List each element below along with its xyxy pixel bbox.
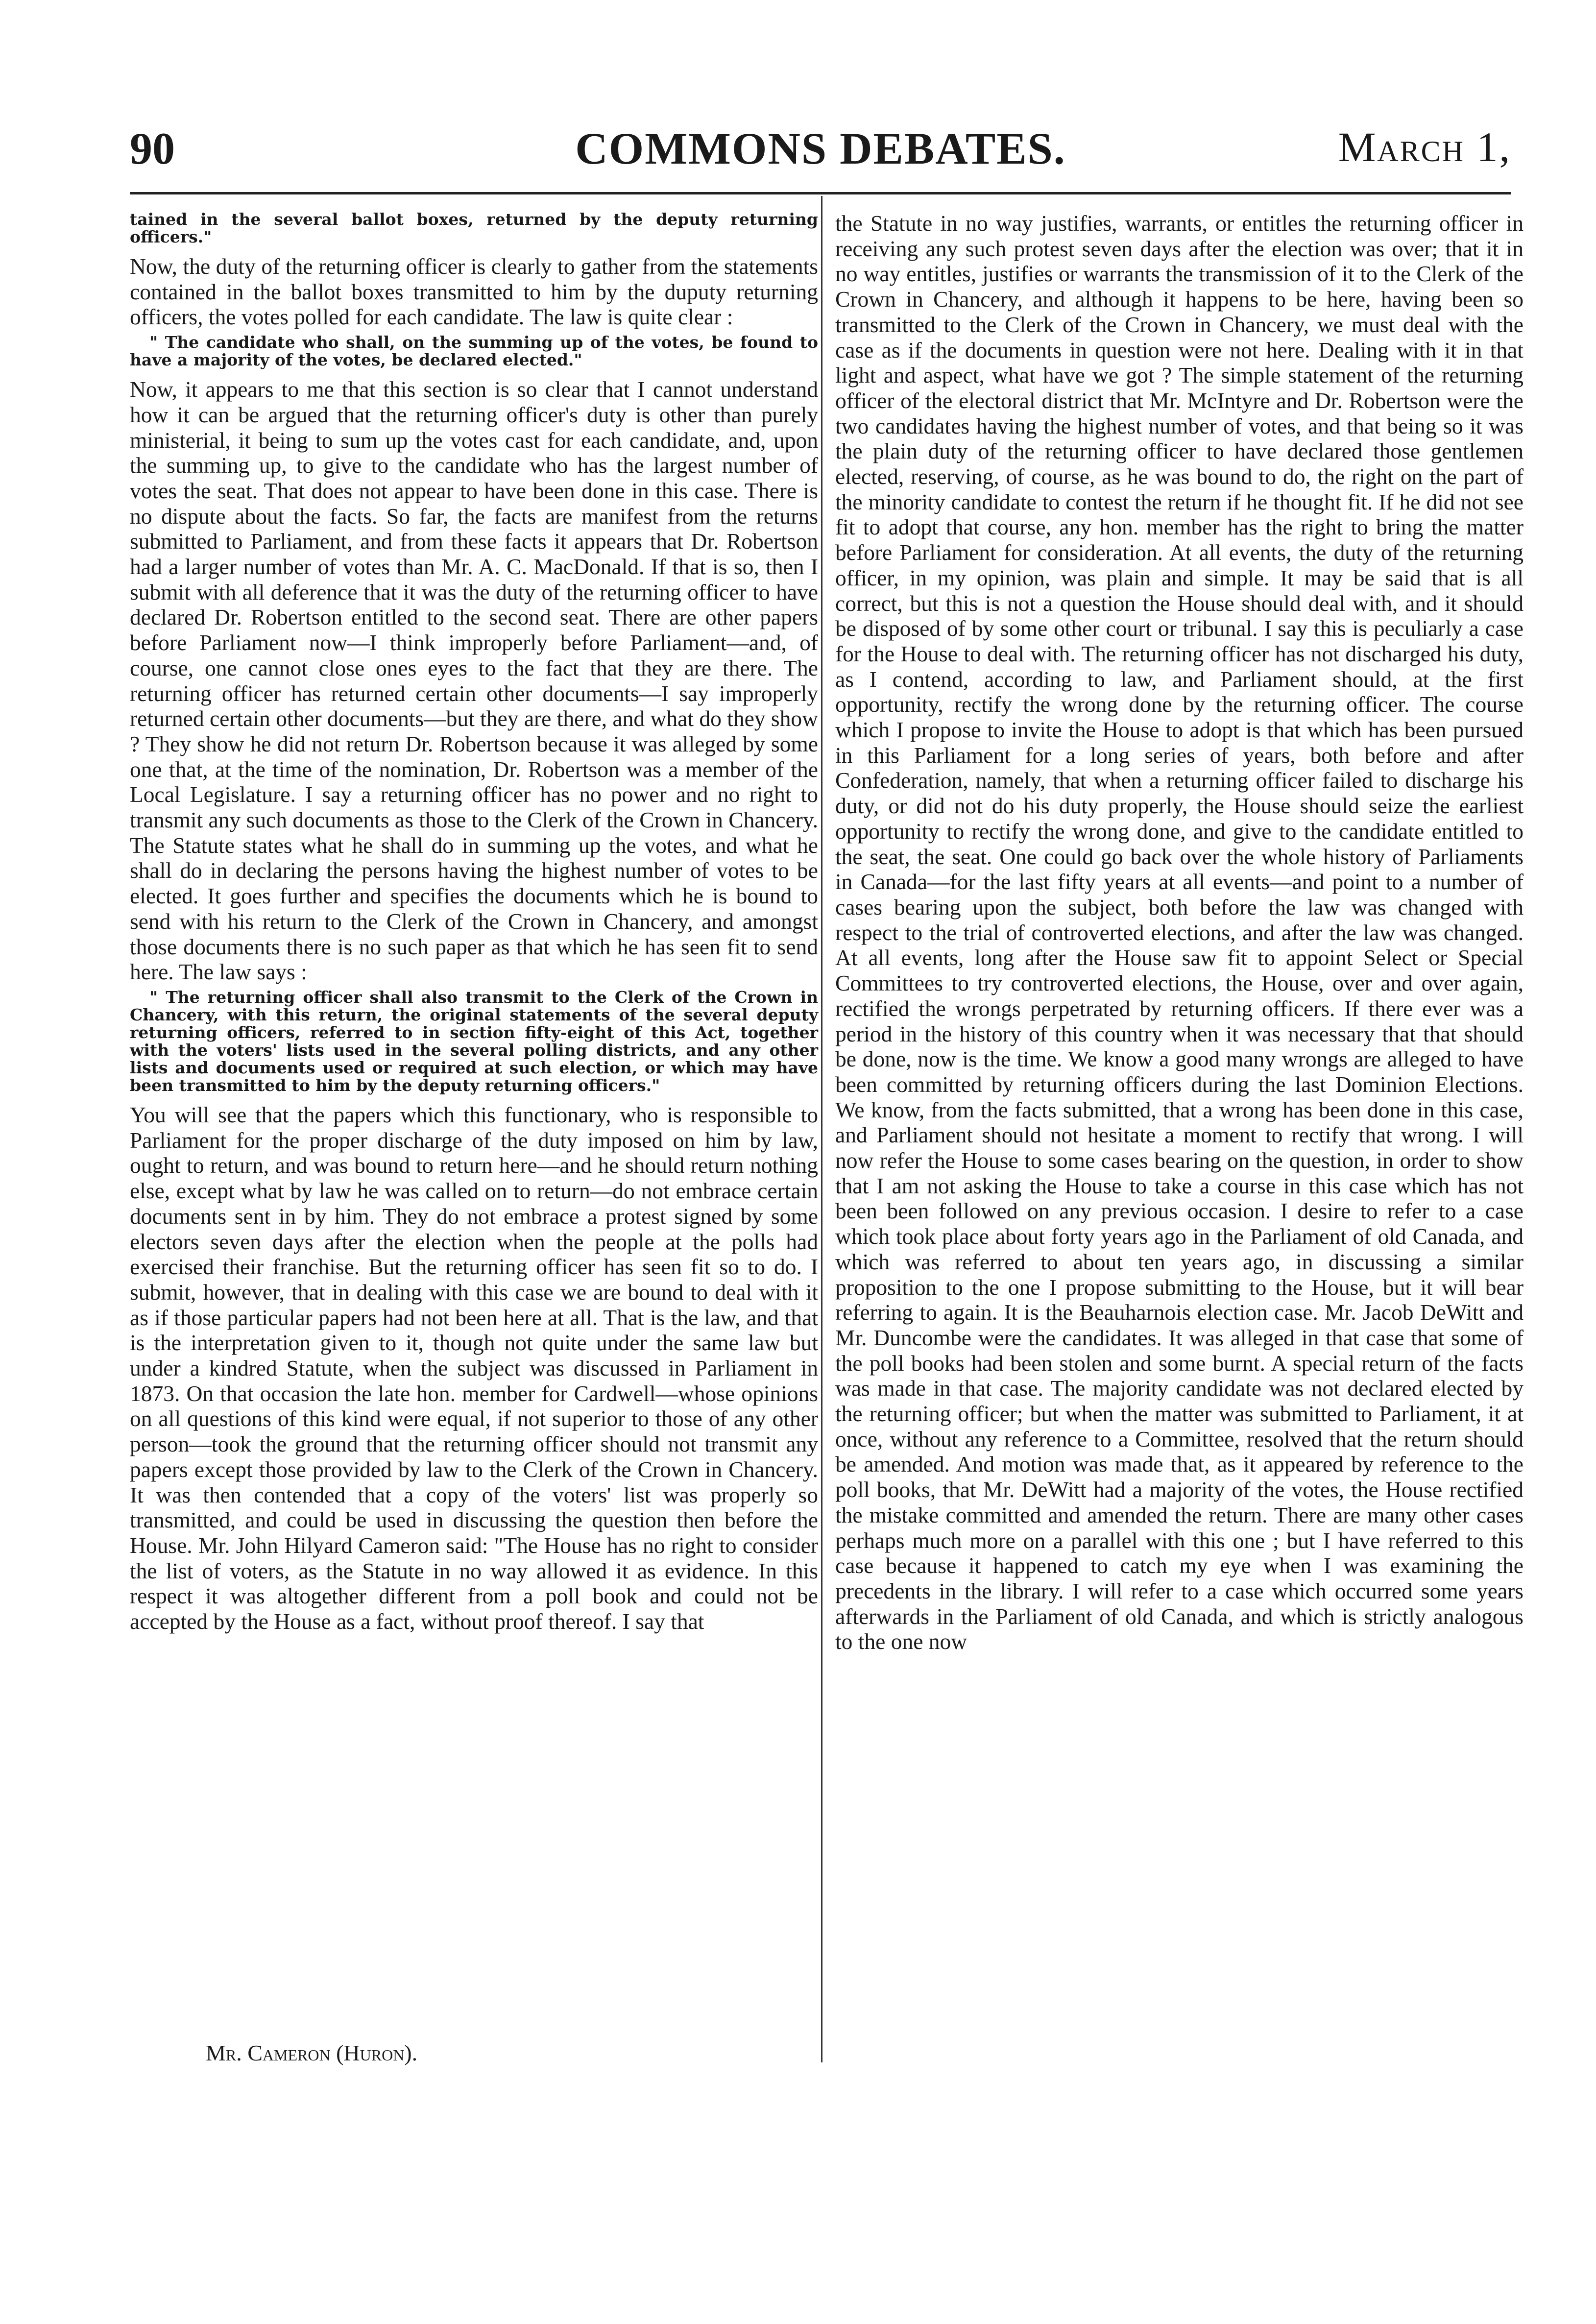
paragraph: the Statute in no way justifies, warrants, or entitles the returning officer in receiving any such protest seven days after the election was over; that it in no way entitles, justifies or warrants the transmission of it to the Clerk of the Crown in Chancery, and although it happens to be here, having been so transmitted to the Clerk of the Crown in Chancery, we must deal with the case as if the documents in question were not here. Dealing with it in that light and aspect, what have we got ? The simple statement of the returning officer of the electoral district that Mr. McIntyre and Dr. Robertson were the two candidates having the highest number of votes, and that being so it was the plain duty of the returning officer to have declared those gentlemen elected, reserving, of course, as he was bound to do, the right on the part of the minority candidate to contest the return if he thought fit. If he did not see fit to adopt that course, any hon. member has the right to bring the matter before Parliament for consideration. At all events, the duty of the returning officer, in my opinion, was plain and simple. It may be said that is all correct, but this is not a question the House should deal with, and it should be disposed of by some other court or tribunal. I say this is peculiarly a case for the House to deal with. The returning officer has not discharged his duty, as I contend, according to law, and Parliament should, at the first opportunity, rectify the wrong done by the returning officer. The course which I propose to invite the House to adopt is that which has been pursued in this Parliament for a long series of years, both before and after Confederation, namely, that when a returning officer failed to discharge his duty, or did not do his duty properly, the House should seize the earliest opportunity to rectify the wrong done, and give to the candidate entitled to the seat, the seat. One could go back over the whole history of Parliaments in Canada—for the last fifty years at all events—and point to a number of cases bearing upon the subject, both before the law was changed with respect to the trial of controverted elections, and after the law was changed. At all events, long after the House saw fit to appoint Select or Special Committees to try controverted elections, the House, over and over again, rectified the wrongs perpetrated by returning officers. If there ever was a period in the history of this country when it was necessary that that should be done, now is the time. We know a good many wrongs are alleged to have been committed by returning officers during the last Dominion Elections. We know, from the facts submitted, that a wrong has been done in this case, and Parliament should not hesitate a moment to rectify that wrong. I will now refer the House to some cases bearing on the question, in order to show that I am not asking the House to take a course in this case which has not been been followed on any previous occasion. I desire to refer to a case which took place about forty years ago in the Parliament of old Canada, and which was referred to about ten years ago, in discussing a similar proposition to the one I propose submitting to the House, but it will bear referring to again. It is the Beauharnois election case. Mr. Jacob DeWitt and Mr. Duncombe were the candidates. It was alleged in that case that some of the poll books had been stolen and some burnt. A special return of the facts was made in that case. The majority candidate was not declared elected by the returning officer; but when the matter was submitted to Parliament, it at once, without any reference to a Committee, resolved that the return should be amended. And motion was made that, as it appeared by reference to the poll books, that Mr. DeWitt had a majority of the votes, the House rectified the mistake committed and amended the return. There are many other cases perhaps much more on a parallel with this one ; but I have referred to this case because it happened to catch my eye when I was examining the precedents in the library. I will refer to a case which occurred some years afterwards in the Parliament of old Canada, and which is strictly analogous to the one now [835, 211, 1523, 1654]
speaker-name: Mr. Cameron (Huron). [206, 2040, 418, 2065]
quote-ballot-boxes: tained in the several ballot boxes, returned by the deputy returning officers." [130, 210, 818, 246]
paragraph: Now, the duty of the returning officer is clearly to gather from the statements contained in the ballot boxes transmitted to him by the duputy returning officers, the votes polled for each candidate. The law is quite clear : [130, 254, 818, 330]
page-title: COMMONS DEBATES. [575, 123, 1066, 173]
quote-returning-officer: " The returning officer shall also transmit to the Clerk of the Crown in Chancery, with this return, the original statements of the several deputy returning officers, referred to in section fifty-eight of this Act, together with the voters' lists used in the several polling districts, and any other lists and documents used or required at such election, or which may have been transmitted to him by the deputy returning officers." [130, 987, 818, 1095]
speaker-footer [206, 2040, 417, 2066]
right-column [835, 211, 1523, 1654]
page-number: 90 [130, 123, 175, 173]
paragraph: Now, it appears to me that this section is so clear that I cannot understand how it can be argued that the returning officer's duty is other than purely ministerial, it being to sum up the votes cast for each candidate, and, upon the summing up, to give to the candidate who has the largest number of votes the seat. That does not appear to have been done in this case. There is no dispute about the facts. So far, the facts are manifest from the returns submitted to Parliament, and from these facts it appears that Dr. Robertson had a larger number of votes than Mr. A. C. MacDonald. If that is so, then I submit with all deference that it was the duty of the returning officer to have declared Dr. Robertson entitled to the second seat. There are other papers before Parliament now—I think improperly before Parliament—and, of course, one cannot close ones eyes to the fact that they are there. The returning officer has returned certain other documents—I say improperly returned certain other documents—but they are there, and what do they show ? They show he did not return Dr. Robertson because it was alleged by some one that, at the time of the nomination, Dr. Robertson was a member of the Local Legislature. I say a returning officer has no power and no right to transmit any such documents as those to the Clerk of the Crown in Chancery. The Statute states what he shall do in summing up the votes, and what he shall do in declaring the persons having the highest number of votes to be elected. It goes further and specifies the documents which he is bound to send with his return to the Clerk of the Crown in Chancery, and amongst those documents there is no such paper as that which he has seen fit to send here. The law says : [130, 377, 818, 985]
page-header [130, 122, 1511, 181]
page-date: March 1, [1338, 123, 1511, 170]
header-rule [130, 192, 1511, 194]
left-column [130, 211, 818, 1634]
quote-candidate-elected: " The candidate who shall, on the summing up of the votes, be found to have a majority of the votes, be declared elected." [130, 333, 818, 370]
paragraph: You will see that the papers which this functionary, who is responsible to Parliament for the proper discharge of the duty imposed on him by law, ought to return, and was bound to return here—and he should return nothing else, except what by law he was called on to return—do not embrace certain documents sent in by him. They do not embrace a protest signed by some electors seven days after the election when the people at the polls had exercised their franchise. But the returning officer has seen fit so to do. I submit, however, that in dealing with this case we are bound to deal with it as if those particular papers had not been here at all. That is the law, and that is the interpretation given to it, though not quite under the same law but under a kindred Statute, when the subject was discussed in Parliament in 1873. On that occasion the late hon. member for Cardwell—whose opinions on all questions of this kind were equal, if not superior to those of any other person—took the ground that the returning officer should not transmit any papers except those provided by law to the Clerk of the Crown in Chancery. It was then contended that a copy of the voters' list was properly so transmitted, and could be used in discussing the question then before the House. Mr. John Hilyard Cameron said: "The House has no right to consider the list of voters, as the Statute in no way allowed it as evidence. In this respect it was altogether different from a poll book and could not be accepted by the House as a fact, without proof thereof. I say that [130, 1102, 818, 1634]
column-divider [821, 196, 822, 2062]
